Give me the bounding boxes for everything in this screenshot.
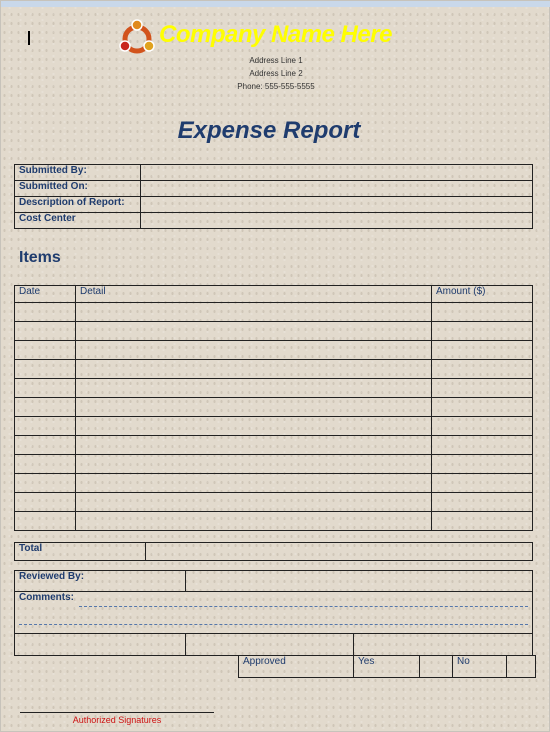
authorized-signatures-label: Authorized Signatures	[72, 715, 162, 725]
item-date-cell[interactable]	[15, 512, 76, 531]
item-row	[15, 455, 533, 474]
reviewed-by-label: Reviewed By:	[15, 571, 186, 592]
submitted-on-label: Submitted On:	[15, 181, 141, 197]
item-date-cell[interactable]	[15, 398, 76, 417]
item-detail-cell[interactable]	[76, 417, 432, 436]
item-date-cell[interactable]	[15, 341, 76, 360]
signature-cell-3[interactable]	[354, 634, 533, 656]
item-row	[15, 436, 533, 455]
report-info-table	[14, 164, 533, 229]
item-date-cell[interactable]	[15, 474, 76, 493]
items-table	[14, 285, 533, 531]
submitted-by-label: Submitted By:	[15, 165, 141, 181]
address-line-2: Address Line 2	[249, 69, 303, 78]
item-amount-cell[interactable]	[432, 512, 533, 531]
item-row	[15, 303, 533, 322]
comments-line-1	[79, 605, 528, 607]
item-row	[15, 360, 533, 379]
items-heading: Items	[19, 249, 61, 266]
comments-label: Comments:	[19, 592, 75, 603]
item-detail-cell[interactable]	[76, 303, 432, 322]
item-row	[15, 341, 533, 360]
item-date-cell[interactable]	[15, 436, 76, 455]
approval-table	[238, 655, 536, 678]
item-amount-cell[interactable]	[432, 322, 533, 341]
item-date-cell[interactable]	[15, 417, 76, 436]
item-detail-cell[interactable]	[76, 322, 432, 341]
signature-line[interactable]	[20, 712, 214, 713]
no-checkbox[interactable]	[507, 656, 536, 678]
text-cursor	[28, 31, 30, 45]
signature-cell-2[interactable]	[186, 634, 354, 656]
item-detail-cell[interactable]	[76, 512, 432, 531]
item-date-cell[interactable]	[15, 303, 76, 322]
total-field[interactable]	[146, 543, 533, 561]
page-title: Expense Report	[177, 117, 361, 144]
item-row	[15, 322, 533, 341]
description-field[interactable]	[141, 197, 533, 213]
company-logo-icon	[117, 19, 157, 59]
yes-label: Yes	[354, 656, 420, 678]
item-row	[15, 474, 533, 493]
total-label: Total	[15, 543, 146, 561]
cost-center-field[interactable]	[141, 213, 533, 229]
company-name: Company Name Here	[159, 21, 392, 48]
description-label: Description of Report:	[15, 197, 141, 213]
item-date-cell[interactable]	[15, 379, 76, 398]
item-detail-cell[interactable]	[76, 360, 432, 379]
item-date-cell[interactable]	[15, 322, 76, 341]
item-amount-cell[interactable]	[432, 493, 533, 512]
item-date-cell[interactable]	[15, 493, 76, 512]
item-amount-cell[interactable]	[432, 417, 533, 436]
comments-line-2	[19, 623, 528, 625]
approved-label: Approved	[239, 656, 354, 678]
window-top-border	[1, 1, 550, 7]
item-amount-cell[interactable]	[432, 398, 533, 417]
item-amount-cell[interactable]	[432, 341, 533, 360]
item-amount-cell[interactable]	[432, 303, 533, 322]
col-date-header: Date	[15, 286, 76, 303]
total-table	[14, 542, 533, 561]
no-label: No	[453, 656, 507, 678]
item-date-cell[interactable]	[15, 360, 76, 379]
item-detail-cell[interactable]	[76, 341, 432, 360]
review-table	[14, 570, 533, 634]
item-row	[15, 417, 533, 436]
item-amount-cell[interactable]	[432, 455, 533, 474]
item-amount-cell[interactable]	[432, 474, 533, 493]
cost-center-label: Cost Center	[15, 213, 141, 229]
signature-cell-1[interactable]	[15, 634, 186, 656]
submitted-by-field[interactable]	[141, 165, 533, 181]
item-detail-cell[interactable]	[76, 493, 432, 512]
yes-checkbox[interactable]	[420, 656, 453, 678]
item-amount-cell[interactable]	[432, 379, 533, 398]
col-amount-header: Amount ($)	[432, 286, 533, 303]
item-row	[15, 512, 533, 531]
signature-row-table	[14, 633, 533, 656]
col-detail-header: Detail	[76, 286, 432, 303]
item-detail-cell[interactable]	[76, 474, 432, 493]
phone-number: Phone: 555-555-5555	[237, 82, 315, 91]
item-amount-cell[interactable]	[432, 360, 533, 379]
reviewed-by-field[interactable]	[186, 571, 533, 592]
item-detail-cell[interactable]	[76, 436, 432, 455]
item-detail-cell[interactable]	[76, 379, 432, 398]
address-line-1: Address Line 1	[249, 56, 303, 65]
submitted-on-field[interactable]	[141, 181, 533, 197]
items-header-row	[15, 286, 533, 303]
item-row	[15, 398, 533, 417]
item-detail-cell[interactable]	[76, 398, 432, 417]
comments-cell[interactable]	[15, 592, 533, 634]
item-detail-cell[interactable]	[76, 455, 432, 474]
item-row	[15, 493, 533, 512]
item-amount-cell[interactable]	[432, 436, 533, 455]
item-date-cell[interactable]	[15, 455, 76, 474]
item-row	[15, 379, 533, 398]
